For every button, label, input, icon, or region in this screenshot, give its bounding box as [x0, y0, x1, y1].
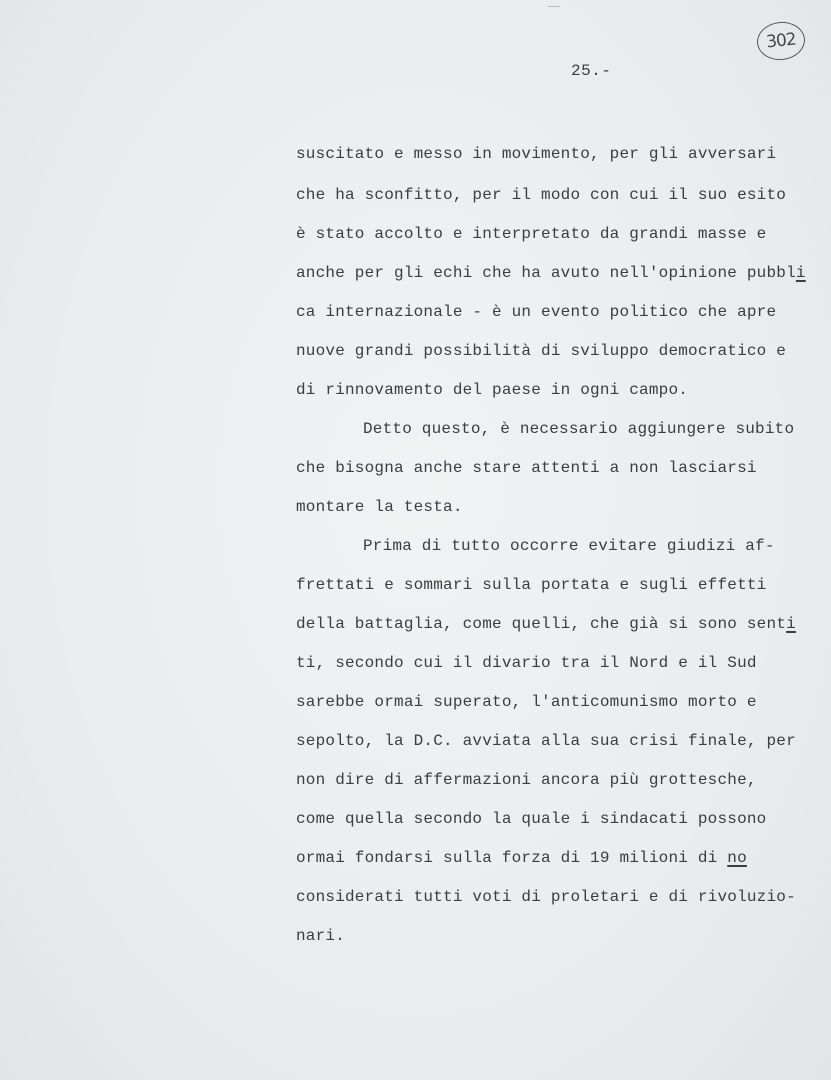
- text-line: frettati e sommari sulla portata e sugli effetti: [296, 576, 767, 594]
- text-line: non dire di affermazioni ancora più grottesche,: [296, 771, 757, 789]
- text-line: ca internazionale - è un evento politico che apre: [296, 303, 777, 321]
- text-line: è stato accolto e interpretato da grandi masse e: [296, 225, 767, 243]
- text-line: suscitato e messo in movimento, per gli avversari: [296, 145, 777, 163]
- text-line: di rinnovamento del paese in ogni campo.: [296, 381, 689, 399]
- text-line-indented: Prima di tutto occorre evitare giudizi af-: [363, 537, 775, 555]
- text-line: nari.: [296, 927, 346, 945]
- text-line: considerati tutti voti di proletari e di rivoluzio-: [296, 888, 796, 906]
- text-line: che bisogna anche stare attenti a non lasciarsi: [296, 459, 757, 477]
- page-number: 25.-: [571, 62, 612, 80]
- text-line: montare la testa.: [296, 498, 463, 516]
- text-line: anche per gli echi che ha avuto nell'opinione pubbli: [296, 264, 806, 282]
- text-line: che ha sconfitto, per il modo con cui il suo esito: [296, 186, 787, 204]
- underlined-syllable: i: [786, 615, 796, 633]
- text-line: ti, secondo cui il divario tra il Nord e il Sud: [296, 654, 757, 672]
- underlined-syllable: no: [727, 849, 747, 867]
- archive-page-stamp: 302: [755, 20, 807, 63]
- underlined-syllable: i: [795, 264, 806, 282]
- text-line: sepolto, la D.C. avviata alla sua crisi finale, per: [296, 732, 796, 750]
- text-line: ormai fondarsi sulla forza di 19 milioni di no: [296, 849, 747, 867]
- text-line: sarebbe ormai superato, l'anticomunismo morto e: [296, 693, 757, 711]
- text-line: come quella secondo la quale i sindacati possono: [296, 810, 767, 828]
- text-line: della battaglia, come quelli, che già si sono senti: [296, 615, 796, 633]
- text-line-indented: Detto questo, è necessario aggiungere subito: [363, 420, 795, 438]
- scan-mark: [548, 0, 560, 7]
- text-line: nuove grandi possibilità di sviluppo democratico e: [296, 342, 787, 360]
